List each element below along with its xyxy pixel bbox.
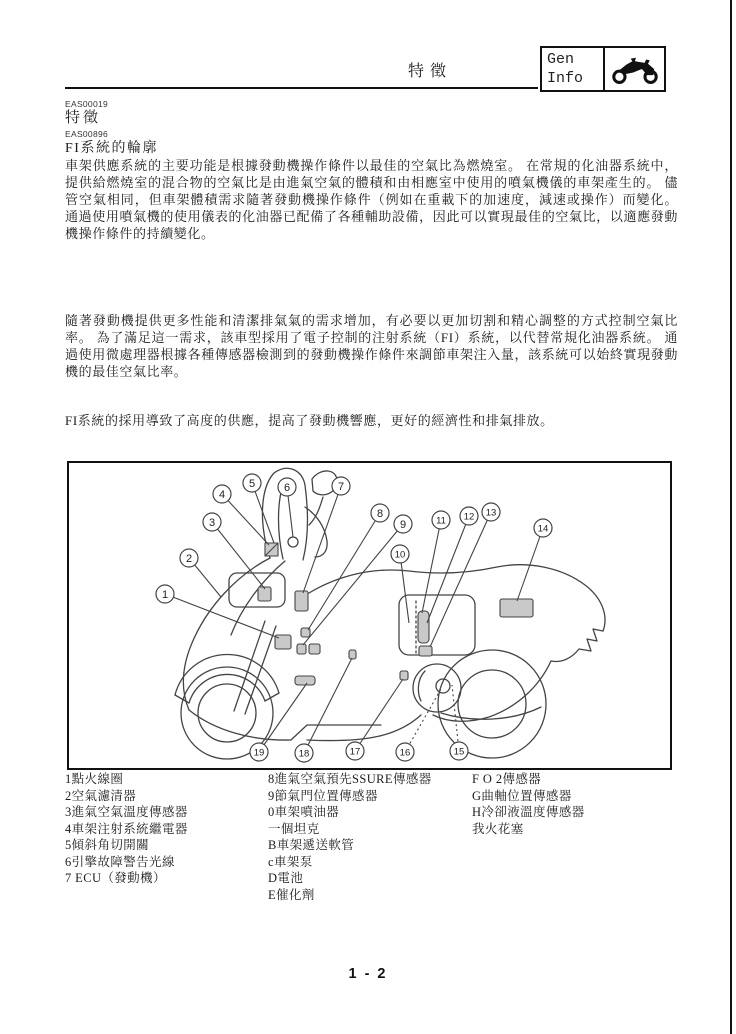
component-hose-clamp: [349, 650, 356, 659]
legend-item: D電池: [268, 871, 304, 885]
legend-column-1: [65, 771, 188, 887]
component-pump: [419, 646, 432, 656]
legend-item: 0車架噴油器: [268, 805, 340, 819]
callout-number: 19: [253, 747, 265, 759]
callout-number: 6: [283, 481, 291, 494]
callout-number: 1: [161, 588, 169, 601]
gen-info-line1: Gen: [547, 51, 575, 68]
legend-item: 5傾斜角切開關: [65, 838, 150, 852]
callout-number: 10: [394, 549, 406, 561]
legend-column-3: [472, 771, 585, 837]
section-title: 特徵: [65, 110, 102, 126]
fi-system-diagram-frame: [67, 461, 672, 770]
legend-item: F O 2傳感器: [472, 772, 542, 786]
legend-item: 1點火線圈: [65, 772, 124, 786]
callout-number: 15: [453, 746, 465, 758]
body-paragraph-1: 車架供應系統的主要功能是根據發動機操作條件以最佳的空氣比為燃燒室。 在常規的化油器系統中，提供給燃燒室的混合物的空氣比是由進氣空氣的體積和由相應室中使用的噴氣機儀的車架產生的。 儘管空氣相同，但車架體積需求隨著發動機操作條件（例如在重載下的加速度，減速或操作）而變化。 通過使用噴氣機的使用儀表的化油器已配備了各種輔助設備，因此可以實現最佳的空氣比，以適應發動機操作條件的持續變化。: [65, 158, 678, 241]
page-number: 1 - 2: [348, 966, 388, 982]
legend-item: c車架泵: [268, 854, 313, 869]
callout-leader-line: [405, 689, 441, 752]
legend-item: H冷卻液溫度傳感器: [472, 805, 585, 819]
callout-leader-line: [259, 683, 307, 752]
legend-column-2: [268, 771, 432, 903]
gen-info-tab: [540, 46, 666, 92]
legend-item: B車架遞送軟管: [268, 838, 355, 852]
callout-number: 9: [399, 518, 407, 531]
callout-number: 5: [248, 477, 256, 490]
motorcycle-icon: [603, 48, 664, 90]
component-ecu: [295, 591, 308, 611]
callout-number: 3: [208, 516, 216, 529]
header-rule: [65, 87, 538, 89]
legend-item: 一個坦克: [268, 821, 320, 836]
section-code: EAS00019: [65, 99, 109, 109]
legend-item: 2空氣濾清器: [65, 788, 137, 803]
component-injector: [418, 611, 429, 643]
callout-number: 7: [337, 480, 345, 493]
component-crank-sensor: [400, 671, 408, 680]
callout-number: 13: [485, 507, 497, 519]
gen-info-line2: Info: [547, 70, 584, 87]
callout-number: 17: [349, 746, 361, 758]
component-relay: [309, 644, 320, 654]
header-title: 特徵: [408, 63, 453, 80]
callout-number: 16: [399, 747, 411, 759]
legend-item: 9節氣門位置傳感器: [268, 788, 378, 803]
page-edge-line: [730, 0, 732, 1034]
body-paragraph-3: FI系統的採用導致了高度的供應，提高了發動機響應，更好的經濟性和排氣排放。: [65, 413, 554, 428]
callout-number: 11: [436, 515, 446, 527]
component-warning-light: [295, 676, 315, 685]
callout-number: 8: [376, 507, 384, 520]
callout-leader-line: [355, 679, 403, 751]
subsection-title: FI系統的輪廓: [65, 141, 158, 156]
callout-number: 14: [537, 523, 549, 535]
legend-item: G曲軸位置傳感器: [472, 788, 572, 803]
callout-number: 4: [218, 488, 226, 501]
component-throttle-sensor: [297, 644, 306, 654]
fi-system-diagram: [69, 463, 670, 768]
callout-leader-line: [303, 524, 403, 645]
gen-info-label: [542, 48, 603, 90]
body-paragraph-2: 隨著發動機提供更多性能和清潔排氣氣的需求增加，有必要以更加切割和精心調整的方式控制空氣比率。 為了滿足這一需求，該車型採用了電子控制的注射系統（FI）系統，以代替常規化油器系統。 通過使用微處理器根據各種傳感器檢測到的發動機操作條件來調節車架注入量，該系統可以始終實現發動機的最佳空氣比率。: [65, 313, 678, 379]
callout-leader-line: [304, 658, 352, 753]
legend-item: 我火花塞: [472, 821, 524, 836]
legend-item: 4車架注射系統繼電器: [65, 821, 188, 836]
component-battery: [500, 599, 533, 617]
legend-item: 8進氣空氣預先SSURE傳感器: [268, 772, 432, 786]
callout-number: 2: [185, 552, 193, 565]
legend-item: 7 ECU（發動機）: [65, 871, 166, 885]
legend-item: E催化劑: [268, 887, 315, 902]
legend-item: 6引擎故障警告光線: [65, 854, 175, 869]
component-tilt-switch: [265, 543, 278, 556]
subsection-code: EAS00896: [65, 129, 109, 139]
callout-number: 12: [463, 511, 475, 523]
callout-number: 18: [298, 748, 310, 760]
legend-item: 3進氣空氣溫度傳感器: [65, 805, 188, 819]
